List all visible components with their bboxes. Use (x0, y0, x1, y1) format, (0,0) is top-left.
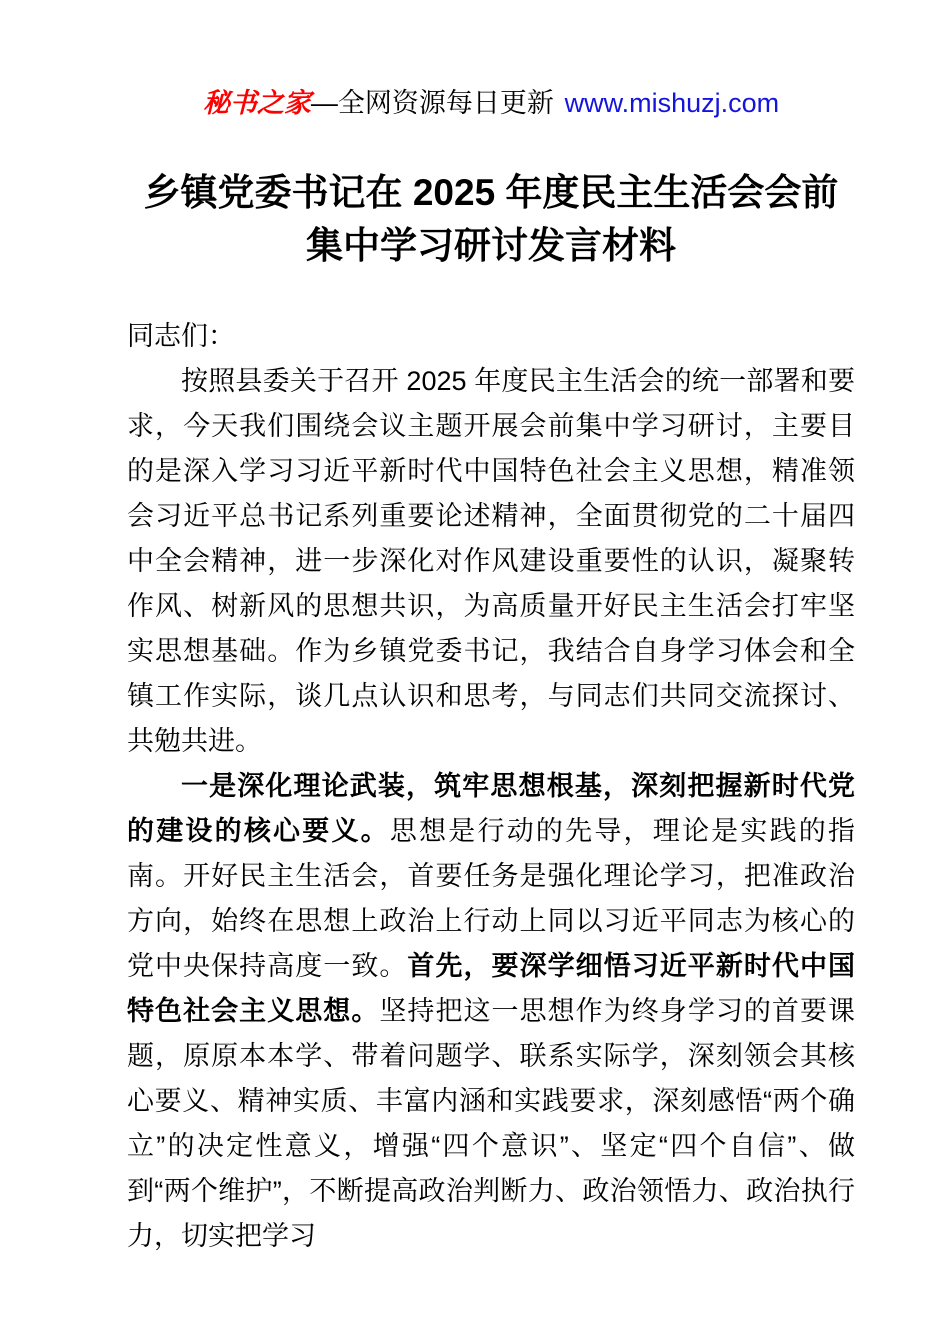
text-segment: 坚持把这一思想作为终身学习的首要课题，原原本本学、带着问题学、联系实际学，深刻领会其核心要义、精神实质、丰富内涵和实践要求，深刻感悟“两个确立”的决定性意义，增强“四个意识”、坚定“四个自信”、做到“两个维护”，不断提高政治判断力、政治领悟力、政治执行力，切实把学习 (127, 996, 856, 1251)
site-tagline: 全网资源每日更新 (337, 88, 554, 118)
paragraph (127, 359, 855, 764)
site-brand: 秘书之家 (202, 88, 311, 118)
text-segment-bold: 一是深化理论武装，筑牢思想根基，深刻把握新时代党的建设的核心要义。 (127, 771, 855, 846)
document-title-line1: 乡镇党委书记在 2025 年度民主生活会会前 (143, 172, 839, 213)
site-header (127, 84, 855, 122)
salutation: 同志们： (127, 321, 235, 351)
header-separator: — (310, 88, 338, 118)
body-paragraphs (127, 359, 855, 1259)
document-title-line2: 集中学习研讨发言材料 (306, 225, 676, 266)
text-segment-bold: 首先，要深学细悟习近平新时代中国特色社会主义思想。 (127, 951, 856, 1026)
site-url[interactable]: www.mishuzj.com (564, 88, 780, 118)
text-segment: 思想是行动的先导，理论是实践的指南。开好民主生活会，首要任务是强化理论学习，把准政治方向，始终在思想上政治上行动上同以习近平同志为核心的党中央保持高度一致。 (127, 816, 855, 981)
document-body (127, 314, 855, 1259)
paragraph (127, 764, 855, 1259)
text-segment: 按照县委关于召开 2025 年度民主生活会的统一部署和要求，今天我们围绕会议主题开展会前集中学习研讨，主要目的是深入学习习近平新时代中国特色社会主义思想，精准领会习近平总书记系列重要论述精神，全面贯彻党的二十届四中全会精神，进一步深化对作风建设重要性的认识，凝聚转作风、树新风的思想共识，为高质量开好民主生活会打牢坚实思想基础。作为乡镇党委书记，我结合自身学习体会和全镇工作实际，谈几点认识和思考，与同志们共同交流探讨、共勉共进。 (127, 366, 855, 756)
document-title (127, 166, 855, 272)
